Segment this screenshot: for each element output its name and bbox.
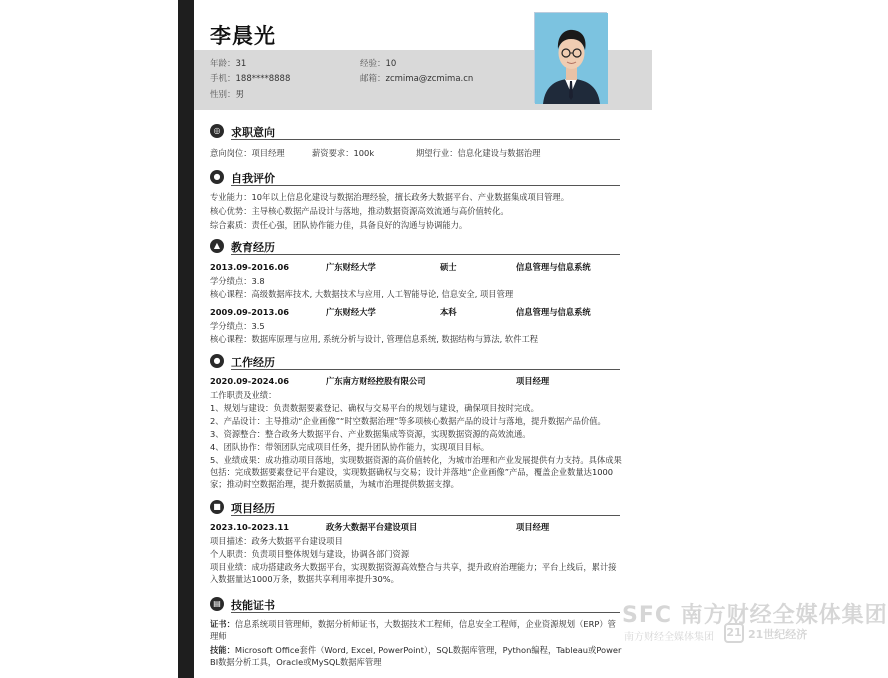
- edu-courses: 核心课程：数据库原理与应用, 系统分析与设计, 管理信息系统, 数据结构与算法, 软件工程: [210, 334, 539, 344]
- work-item: 1、规划与建设：负责数据要素登记、确权与交易平台的规划与建设，确保项目按时完成。: [210, 403, 539, 413]
- intent-position: 意向岗位：项目经理: [210, 148, 285, 158]
- work-item: 4、团队协作：带领团队完成项目任务，提升团队协作能力，实现项目目标。: [210, 442, 490, 452]
- graduation-cap-icon: ▲: [210, 239, 224, 253]
- phone-row: [210, 74, 290, 85]
- book-icon: ▤: [210, 597, 224, 611]
- location-pin-icon: ●: [210, 170, 224, 184]
- section-title-education: 教育经历: [231, 241, 275, 254]
- section-title-intent: 求职意向: [231, 126, 275, 139]
- work-item: 2、产品设计：主导推动“企业画像”“时空数据治理”等多项核心数据产品的设计与落地，提升数据产品价值。: [210, 416, 606, 426]
- clipboard-icon: ■: [210, 500, 224, 514]
- email-value: zcmima@zcmima.cn: [385, 74, 474, 84]
- age-row: [210, 59, 246, 70]
- email-row: [360, 74, 473, 85]
- age-value: 31: [235, 59, 247, 69]
- edu-period: 2009.09-2013.06: [210, 307, 290, 317]
- edu-gpa: 学分绩点：3.5: [210, 321, 265, 331]
- project-result: 项目业绩：成功搭建政务大数据平台，实现数据资源高效整合与共享，提升政府治理能力；平台上线后，累计接入数据量达1000万条，数据共享利用率提升30%。: [210, 562, 617, 584]
- section-divider: [231, 139, 620, 140]
- section-intent: [210, 123, 620, 141]
- portrait-illustration: [535, 13, 608, 104]
- edu-school: 广东财经大学: [326, 307, 376, 317]
- section-divider: [231, 369, 620, 370]
- edu-school: 广东财经大学: [326, 262, 376, 272]
- gender-value: 男: [235, 90, 245, 100]
- project-role: 项目经理: [516, 522, 550, 532]
- edu-degree: 本科: [440, 307, 457, 317]
- skills-cert-text: 信息系统项目管理师，数据分析师证书，大数据技术工程师，信息安全工程师，企业资源规划（ERP）管理师: [210, 619, 616, 641]
- person-icon: ●: [210, 354, 224, 368]
- watermark: [622, 598, 888, 658]
- section-divider: [231, 254, 620, 255]
- section-title-skills: 技能证书: [231, 599, 275, 612]
- section-self-eval: [210, 169, 620, 187]
- experience-value: 10: [385, 59, 397, 69]
- phone-value: 188****8888: [235, 74, 291, 84]
- edu-period: 2013.09-2016.06: [210, 262, 290, 272]
- section-education: [210, 238, 620, 256]
- gender-row: [210, 90, 244, 101]
- section-title-work: 工作经历: [231, 356, 275, 369]
- edu-degree: 硕士: [440, 262, 457, 272]
- section-skills: [210, 596, 620, 614]
- project-desc: 项目描述：政务大数据平台建设项目: [210, 536, 343, 546]
- skills-tech: [210, 644, 622, 668]
- intent-industry: 期望行业：信息化建设与数据治理: [416, 148, 541, 158]
- skills-tech-label: 技能：: [210, 645, 235, 655]
- section-project: [210, 499, 620, 517]
- target-icon: ◎: [210, 124, 224, 138]
- edu-major: 信息管理与信息系统: [516, 262, 591, 272]
- work-period: 2020.09-2024.06: [210, 376, 290, 386]
- watermark-sub2: 21世纪经济: [748, 628, 808, 641]
- work-item: 3、资源整合：整合政务大数据平台、产业数据集成等资源，实现数据资源的高效流通。: [210, 429, 531, 439]
- edu-major: 信息管理与信息系统: [516, 307, 591, 317]
- watermark-badge: 21: [724, 623, 744, 643]
- work-role: 项目经理: [516, 376, 550, 386]
- section-title-self-eval: 自我评价: [231, 172, 275, 185]
- watermark-brand: SFC 南方财经全媒体集团: [622, 603, 888, 628]
- section-work: [210, 353, 620, 371]
- skills-cert-label: 证书：: [210, 619, 235, 629]
- resume-page: [194, 0, 658, 678]
- skills-tech-text: Microsoft Office套件（Word, Excel, PowerPoint），SQL数据库管理，Python编程，Tableau或Power BI数据分析工具，Oracle或MySQL数据库管理: [210, 645, 622, 667]
- project-name: 政务大数据平台建设项目: [326, 522, 418, 532]
- watermark-sub: 南方财经全媒体集团: [624, 632, 714, 643]
- email-label: 邮箱：: [360, 74, 386, 84]
- section-divider: [231, 515, 620, 516]
- work-company: 广东南方财经控股有限公司: [326, 376, 426, 386]
- edu-gpa: 学分绩点：3.8: [210, 276, 265, 286]
- self-eval-line: 核心优势：主导核心数据产品设计与落地，推动数据资源高效流通与高价值转化。: [210, 206, 509, 216]
- self-eval-line: 综合素质：责任心强，团队协作能力佳，具备良好的沟通与协调能力。: [210, 220, 468, 230]
- project-period: 2023.10-2023.11: [210, 522, 290, 532]
- work-intro: 工作职责及业绩：: [210, 390, 277, 400]
- section-divider: [231, 612, 620, 613]
- phone-label: 手机：: [210, 74, 236, 84]
- right-margin: [658, 0, 832, 678]
- work-item-wrapped: 5、业绩成果：成功推动项目落地，实现数据资源的高价值转化，为城市治理和产业发展提供有力支持。具体成果包括：完成数据要素登记平台建设，实现数据确权与交易；设计并落地“企业画像”产品，覆盖企业数量达1000家；推动时空数据治理，提升数据质量，为城市治理提供数据支撑。: [210, 455, 622, 489]
- experience-row: [360, 59, 396, 70]
- section-title-project: 项目经历: [231, 502, 275, 515]
- age-label: 年龄：: [210, 59, 236, 69]
- experience-label: 经验：: [360, 59, 386, 69]
- project-duty: 个人职责：负责项目整体规划与建设，协调各部门资源: [210, 549, 410, 559]
- candidate-name: 李晨光: [210, 24, 276, 48]
- edu-courses: 核心课程：高级数据库技术, 大数据技术与应用, 人工智能导论, 信息安全, 项目管理: [210, 289, 514, 299]
- intent-salary: 薪资要求：100k: [312, 148, 375, 158]
- profile-photo: [534, 12, 607, 103]
- gender-label: 性别：: [210, 90, 236, 100]
- self-eval-line: 专业能力：10年以上信息化建设与数据治理经验，擅长政务大数据平台、产业数据集成项目管理。: [210, 192, 570, 202]
- skills-cert: [210, 618, 622, 642]
- left-accent-bar: [178, 0, 194, 678]
- section-divider: [231, 185, 620, 186]
